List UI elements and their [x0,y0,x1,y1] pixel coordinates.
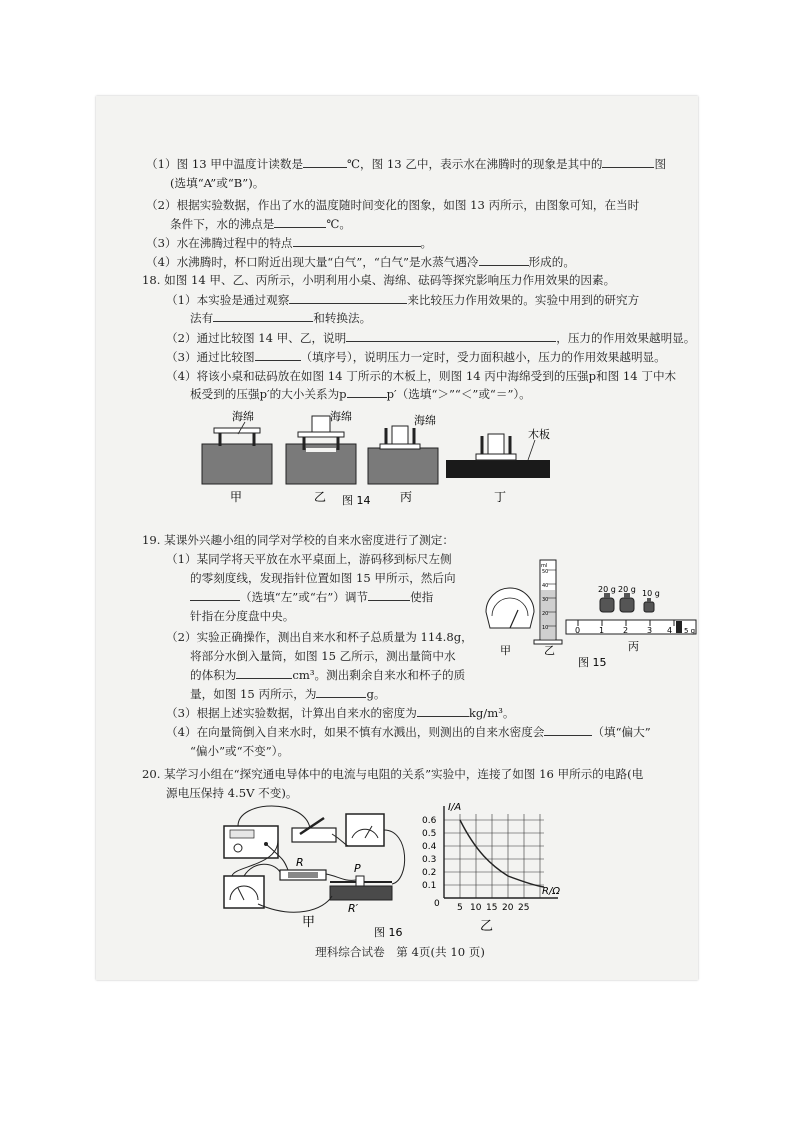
fig16-caption: 图 16 [374,926,403,939]
q17-part1-line1 [146,156,666,172]
q18-part1-line1 [166,292,639,308]
q20-stem-line1: 20. 某学习小组在“探究通电导体中的电流与电阻的关系”实验中，连接了如图 16 甲所示的电路(电 [142,767,644,781]
fig16-ammeter [346,814,384,846]
q18-part1-line2 [190,310,371,326]
fig14-table-a [202,428,272,484]
q20-stem-line2: 源电压保持 4.5V 不变)。 [166,786,298,800]
fig15-cyl-ml: ml [541,563,548,569]
q17-part2-line2 [170,216,351,232]
fig15-cyl-t20: 20 [542,611,549,617]
q19-part2-line3 [190,667,465,683]
q17-blank-bp [274,216,326,228]
q18-s1d: 和转换法。 [313,311,372,325]
fig15-weight-1: 20 g [598,585,616,594]
q19-s3b: kg/m³。 [468,706,515,720]
q18-stem: 18. 如图 14 甲、乙、丙所示，小明利用小桌、海绵、砝码等探究影响压力作用效果的因素。 [142,273,616,287]
q19-part3 [166,705,514,721]
q19-blank-direction [190,589,240,601]
fig16-resistor-R [280,870,326,880]
fig14-caption-d: 丁 [494,490,507,504]
fig14-caption-c: 丙 [400,490,413,504]
q18-s1c: 法有 [190,311,214,325]
fig15-scale-2: 2 [623,626,629,635]
fig16-x-5: 5 [457,903,463,913]
fig15-scale-0: 0 [575,626,581,635]
fig16-graph-curve [460,820,544,887]
q17-s3b: 。 [420,236,433,250]
fig16-power-supply [224,826,278,858]
fig16-graph-ylabel: I/A [448,802,462,813]
fig16-label-P: P [354,862,361,875]
fig15-scale-5g: 5 g [684,627,696,635]
fig15-cyl-t50: 50 [542,569,549,575]
fig15-balance-dial [486,588,534,628]
q18-part2 [166,330,695,346]
q19-s4a: （4）在向量筒倒入自来水时，如果不慎有水溅出，则测出的自来水密度会 [166,725,545,739]
fig15-weight-2: 20 g [618,585,636,594]
q19-part4-line2: “偏小”或“不变”）。 [190,744,290,758]
fig15-caption-b: 乙 [544,644,555,657]
q17-blank-temp [303,156,347,168]
figure-14 [190,404,580,510]
q18-blank-observe [289,292,407,304]
fig15-cyl-t10: 10 [542,625,549,631]
q17-part2-line1: （2）根据实验数据，作出了水的温度随时间变化的图象，如图 13 丙所示，由图象可知，在当时 [146,198,640,212]
q19-s3a: （3）根据上述实验数据，计算出自来水的密度为 [166,706,417,720]
q17-part4 [146,254,575,270]
q18-s3a: （3）通过比较图 [166,350,255,364]
fig14-caption-a: 甲 [230,490,243,504]
page-footer: 理科综合试卷 第 4页(共 10 页) [315,945,485,959]
q18-blank-figs [255,349,301,361]
fig16-voltmeter [224,876,264,908]
fig14-label-board: 木板 [528,428,550,441]
figure-16-circuit [214,800,414,940]
figure-15 [478,550,698,670]
fig15-weight-3: 10 g [642,589,660,598]
q17-s3a: （3）水在沸腾过程中的特点 [146,236,293,250]
fig16-graph-grid [444,814,544,898]
q17-s4a: （4）水沸腾时，杯口附近出现大量“白气”，“白气”是水蒸气遇冷 [146,255,479,269]
q19-s1c: （选填“左”或“右”）调节 [240,590,369,604]
fig16-label-Rprime: R′ [348,902,359,915]
q18-blank-method [213,310,313,322]
figure-16-graph [418,800,578,940]
q18-part3 [166,349,666,365]
fig16-switch [292,818,336,842]
fig16-y-0: 0 [434,899,440,909]
q18-s4c: p′（选填“＞”“＜”或“＝”）。 [386,387,531,401]
q17-s4b: 形成的。 [528,255,575,269]
fig16-x-20: 20 [502,903,514,913]
fig14-caption: 图 14 [342,494,371,507]
q17-blank-phase [479,254,529,266]
q18-s2a: （2）通过比较图 14 甲、乙，说明 [166,331,347,345]
q18-blank-compare [347,386,387,398]
q18-s2b: ，压力的作用效果越明显。 [556,331,696,345]
fig16-y-0.6: 0.6 [422,816,437,826]
q17-s2b: 条件下，水的沸点是 [170,217,275,231]
q18-s1b: 来比较压力作用效果的。实验中用到的研究方 [407,293,640,307]
q18-s4b: 板受到的压强p′的大小关系为p [190,387,347,401]
q17-part3 [146,235,432,251]
q19-stem: 19. 某课外兴趣小组的同学对学校的自来水密度进行了测定： [142,533,454,547]
q19-part2-line4 [190,686,385,702]
fig14-label-sponge3: 海绵 [414,414,436,427]
fig16-caption-b: 乙 [480,919,494,934]
q19-part2-line1: （2）实验正确操作，测出自来水和杯子总质量为 114.8g， [166,630,473,644]
fig14-label-sponge2: 海绵 [330,410,352,423]
fig16-y-0.4: 0.4 [422,842,437,852]
q17-s1a: （1）图 13 甲中温度计读数是 [146,157,304,171]
q19-blank-adjust [368,589,410,601]
q18-part4-line1: （4）将该小桌和砝码放在如图 14 丁所示的木板上，则图 14 丙中海绵受到的压强p和图 14 丁中木 [166,369,677,383]
fig16-x-10: 10 [470,903,482,913]
fig16-x-15: 15 [486,903,498,913]
q17-s1c: 图 [654,157,667,171]
fig15-scale-4: 4 [667,626,673,635]
fig15-caption-a: 甲 [500,644,511,657]
q19-s2c: 的体积为 [190,668,237,682]
fig16-label-R: R [296,856,304,869]
fig16-y-0.1: 0.1 [422,881,437,891]
fig15-caption: 图 15 [578,656,607,669]
fig14-label-sponge1: 海绵 [232,410,254,423]
fig15-cyl-t30: 30 [542,597,549,603]
fig16-rheostat [330,876,392,900]
fig15-rider-scale [566,620,696,634]
q19-part1-line3 [190,589,433,605]
q18-part4-line2 [190,386,531,402]
q19-part1-line2: 的零刻度线，发现指针位置如图 15 甲所示，然后向 [190,571,456,585]
q19-s2d: cm³。测出剩余自来水和杯子的质 [292,668,466,682]
fig15-scale-1: 1 [599,626,605,635]
q18-s1a: （1）本实验是通过观察 [166,293,290,307]
fig14-table-b [286,416,356,484]
fig15-scale-3: 3 [647,626,653,635]
q19-blank-volume [236,667,292,679]
q18-s3b: （填序号），说明压力一定时，受力面积越小，压力的作用效果越明显。 [300,350,666,364]
q19-s2e: 量，如图 15 丙所示，为 [190,687,317,701]
fig14-caption-b: 乙 [314,490,327,504]
q19-part4-line1 [166,724,651,740]
fig16-y-0.5: 0.5 [422,829,437,839]
q19-blank-density [417,705,469,717]
q17-blank-fig [602,156,654,168]
fig16-caption-a: 甲 [302,915,316,930]
q17-part1-line2: (选填“A”或“B”)。 [170,176,265,190]
q17-s2c: ℃。 [326,217,351,231]
q17-blank-feature [293,235,421,247]
q19-blank-effect [544,724,592,736]
q19-s4b: （填“偏大” [592,725,651,739]
fig15-cyl-t40: 40 [542,583,549,589]
fig15-caption-c: 丙 [628,640,639,653]
q17-s1b: ℃，图 13 乙中，表示水在沸腾时的现象是其中的 [347,157,603,171]
q19-part1-line1: （1）某同学将天平放在水平桌面上，游码移到标尺左侧 [166,552,452,566]
q19-blank-mass [316,686,366,698]
fig14-table-c [368,426,438,484]
q18-blank-conclusion [346,330,556,342]
q19-s1d: 使指 [410,590,434,604]
fig16-y-0.3: 0.3 [422,855,437,865]
fig16-y-0.2: 0.2 [422,868,437,878]
q19-s2f: g。 [366,687,386,701]
fig16-x-25: 25 [518,903,530,913]
q19-part2-line2: 将部分水倒入量筒，如图 15 乙所示，测出量筒中水 [190,649,456,663]
q19-part1-line4: 针指在分度盘中央。 [190,609,295,623]
fig16-graph-xlabel: R/Ω [542,886,560,897]
